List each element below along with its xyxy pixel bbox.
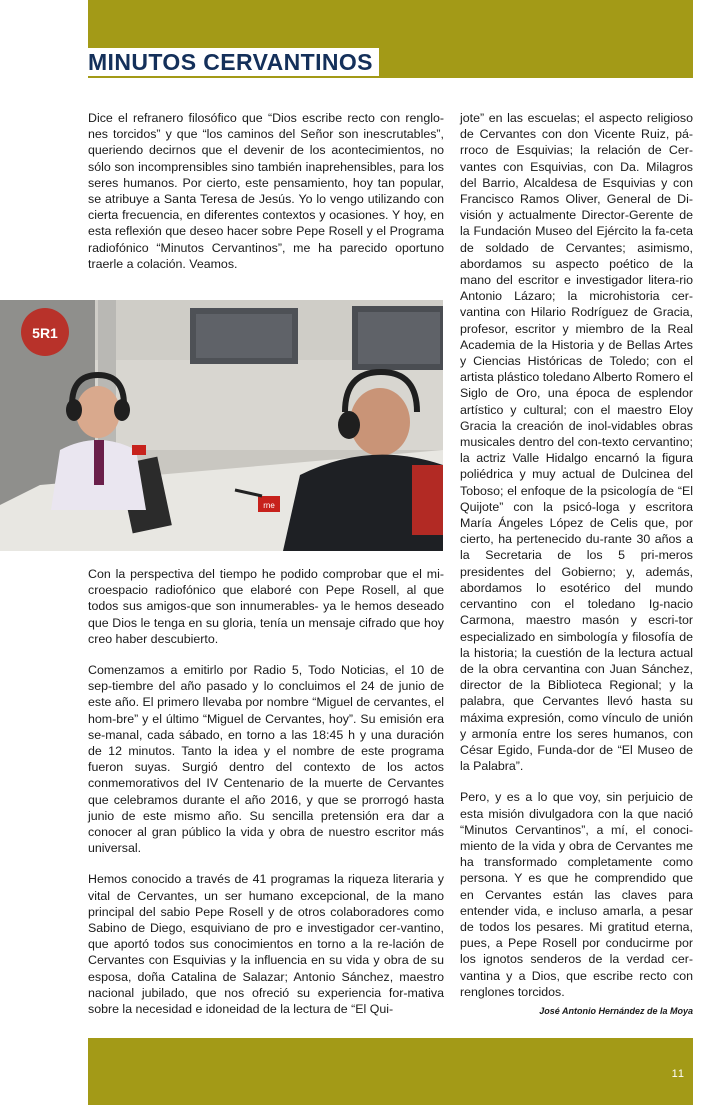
article-column-left-bottom	[88, 566, 444, 1032]
page-number: 11	[671, 1068, 685, 1080]
paragraph: Pero, y es a lo que voy, sin perjuicio de esta misión divulgadora con la que nació “Minutos Cervantinos”, a mí, el conoci-miento de la vida y obra de Cervantes me ha transformado completamente como persona. Y es que he comprendido que en Cervantes están las claves para entender vida, e incluso amarla, a pesar de todos los pesares. Mi gratitud eterna, pues, a Pepe Rosell por conducirme por los ignotos senderos de la verdad cer-vantina y a Dios, que escribe recto con renglones torcidos.	[460, 790, 693, 999]
page-title: MINUTOS CERVANTINOS	[88, 48, 373, 75]
station-logo-text: 5R1	[32, 325, 58, 341]
paragraph: Dice el refranero filosófico que “Dios escribe recto con renglo-nes torcidos” y que “los caminos del Señor son inescrutables”, queriendo decirnos que el devenir de los acontecimientos, no sólo son incomprensibles sino también inaprehensibles, para los seres humanos. Por cierto, este pensamiento, hoy tan popular, se atribuye a Santa Teresa de Jesús. Yo lo vengo utilizando con cierta frecuencia, en diferentes contextos y ocasiones. Y hoy, en esta reflexión que deseo hacer sobre Pepe Rosell y el Programa radiofónico “Minutos Cervantinos”, me ha parecido oportuno traerle a colación. Veamos.	[88, 111, 444, 271]
paragraph: Hemos conocido a través de 41 programas la riqueza literaria y vital de Cervantes, un ser humano excepcional, de la mano principal del sabio Pepe Rosell y de otros colaboradores como Sabino de Diego, esquiviano de pro e investigador cer-vantino, que aportó todos sus conocimientos en torno a la re-lación de Cervantes con Esquivias y la influencia en su vida y obra de su esposa, doña Catalina de Salazar; Antonio Sánchez, maestro nacional jubilado, que nos ofreció su experiencia for-mativa sobre la necesidad e idoneidad de la lectura de “El Qui-	[88, 872, 444, 1017]
paragraph: Comenzamos a emitirlo por Radio 5, Todo Noticias, el 10 de sep-tiembre del año pasado y lo concluimos el 24 de junio de este año. El primero llevaba por nombre “Miguel de cervantes, el hom-bre” y el último “Miguel de Cervantes, hoy”. Su emisión era se-manal, cada sábado, en torno a las 18:45 h y una duración de 12 minutos. Tanto la idea y el nombre de este programa fueron suyas. Surgió dentro del contexto de los actos conmemorativos del IV Centenario de la muerte de Cervantes que celebramos durante el año 2016, y que se prorrogó hasta junio de este mismo año. Su sencilla pretensión era dar a conocer al gran público la vida y obra de nuestro escritor más universal.	[88, 663, 444, 856]
paragraph: Con la perspectiva del tiempo he podido comprobar que el mi-croespacio radiofónico que elaboré con Pepe Rosell, al que todos sus amigos-que son innumerables- ya le hemos deseado que Dios le tenga en su gloria, tenía un mensaje cifrado que hoy creo haber descubierto.	[88, 567, 444, 646]
article-column-right	[460, 110, 693, 1015]
studio-photo	[0, 300, 443, 551]
footer-band	[88, 1038, 693, 1105]
author-signature: José Antonio Hernández de la Moya	[539, 1006, 693, 1016]
title-box	[86, 48, 379, 76]
article-column-left-top	[88, 110, 444, 287]
studio-photo-illustration	[0, 300, 443, 551]
paragraph: jote” en las escuelas; el aspecto religioso de Cervantes con don Vicente Ruiz, pá-rroco de Esquivias; la relación de Cer-vantes con Esquivias, con Da. Milagros del Barrio, Alcaldesa de Esquivias y con Francisco Ramos Oliver, General de Di-visión y actualmente Director-Gerente de la Fundación Museo del Ejército la fa-ceta de soldado de Cervantes; asimismo, abordamos su aspecto poético de la mano del escritor e investigador litera-rio Antonio Lázaro; la microhistoria cer-vantina con Hilario Rodríguez de Gracia, profesor, escritor y miembro de la Real Academia de la Historia y de Bellas Artes y Ciencias Históricas de Toledo; con el artista plástico toledano Alberto Romero el Siglo de Oro, una época de esplendor artístico y cultural; con el maestro Eloy Gracia la creación de inol-vidables obras musicales dentro del con-texto cervantino; la actriz Valle Hidalgo encarnó la figura poliédrica y muy actual de Dulcinea del Toboso; el enfoque de la psicología de “El Quijote” con la psicó-loga y escritora María Ángeles López de Celis que, por cierto, ha pertenecido du-rante 30 años a la Secretaria de los 5 pri-meros presidentes del Gobierno; y, además, abordamos lo esotérico del mundo cervantino con el toledano Ig-nacio Carmona, maestro masón y escri-tor especializado en simbología y filosofía de la historia; la cuestión de la lectura actual de la obra cervantina con Juan Sánchez, director de la Biblioteca Regional; y la palabra, que Cervantes llevó hasta su máxima expresión, como vínculo de unión y armonía entre los seres humanos, con César Egido, Funda-dor de “El Museo de la Palabra”.	[460, 111, 693, 774]
mic-label: rne	[263, 501, 275, 510]
